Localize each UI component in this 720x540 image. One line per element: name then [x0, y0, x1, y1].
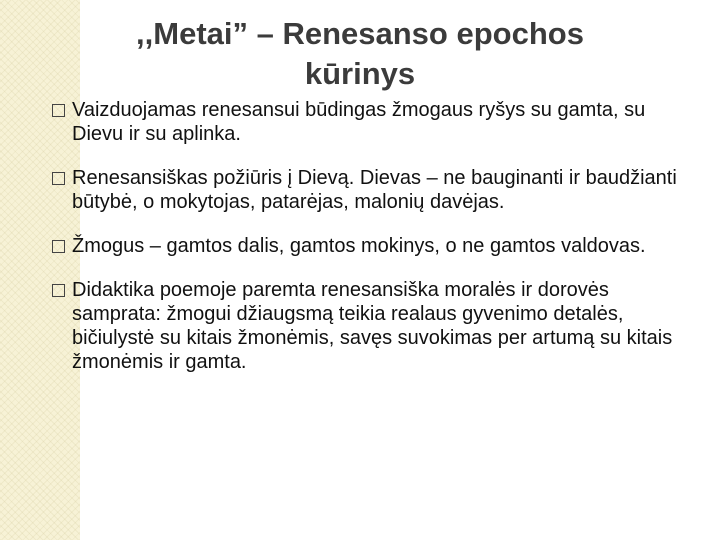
bullet-item: [52, 234, 692, 258]
bullet-text: Vaizduojamas renesansui būdingas žmogaus ryšys su gamta, su Dievu ir su aplinka.: [72, 99, 646, 145]
bullet-item: [52, 98, 692, 146]
slide-title-line-1: ,,Metai” – Renesanso epochos: [136, 16, 584, 51]
square-bullet-icon: [52, 172, 65, 185]
bullet-text: Didaktika poemoje paremta renesansiška moralės ir dorovės samprata: žmogui džiaugsmą teikia realaus gyvenimo detalės, bičiulystė su kitais žmonėmis, savęs suvokimas per artumą su kitais žmonėmis ir gamta.: [72, 279, 673, 373]
bullet-list: [52, 98, 692, 374]
square-bullet-icon: [52, 104, 65, 117]
slide-title-line-2: kūrinys: [304, 56, 416, 91]
bullet-item: [52, 278, 692, 374]
square-bullet-icon: [52, 240, 65, 253]
slide-title: [80, 14, 640, 94]
bullet-item: [52, 166, 692, 214]
bullet-text: Žmogus – gamtos dalis, gamtos mokinys, o ne gamtos valdovas.: [72, 235, 646, 257]
square-bullet-icon: [52, 284, 65, 297]
bullet-text: Renesansiškas požiūris į Dievą. Dievas – ne bauginanti ir baudžianti būtybė, o mokytojas, patarėjas, malonių davėjas.: [72, 167, 677, 213]
